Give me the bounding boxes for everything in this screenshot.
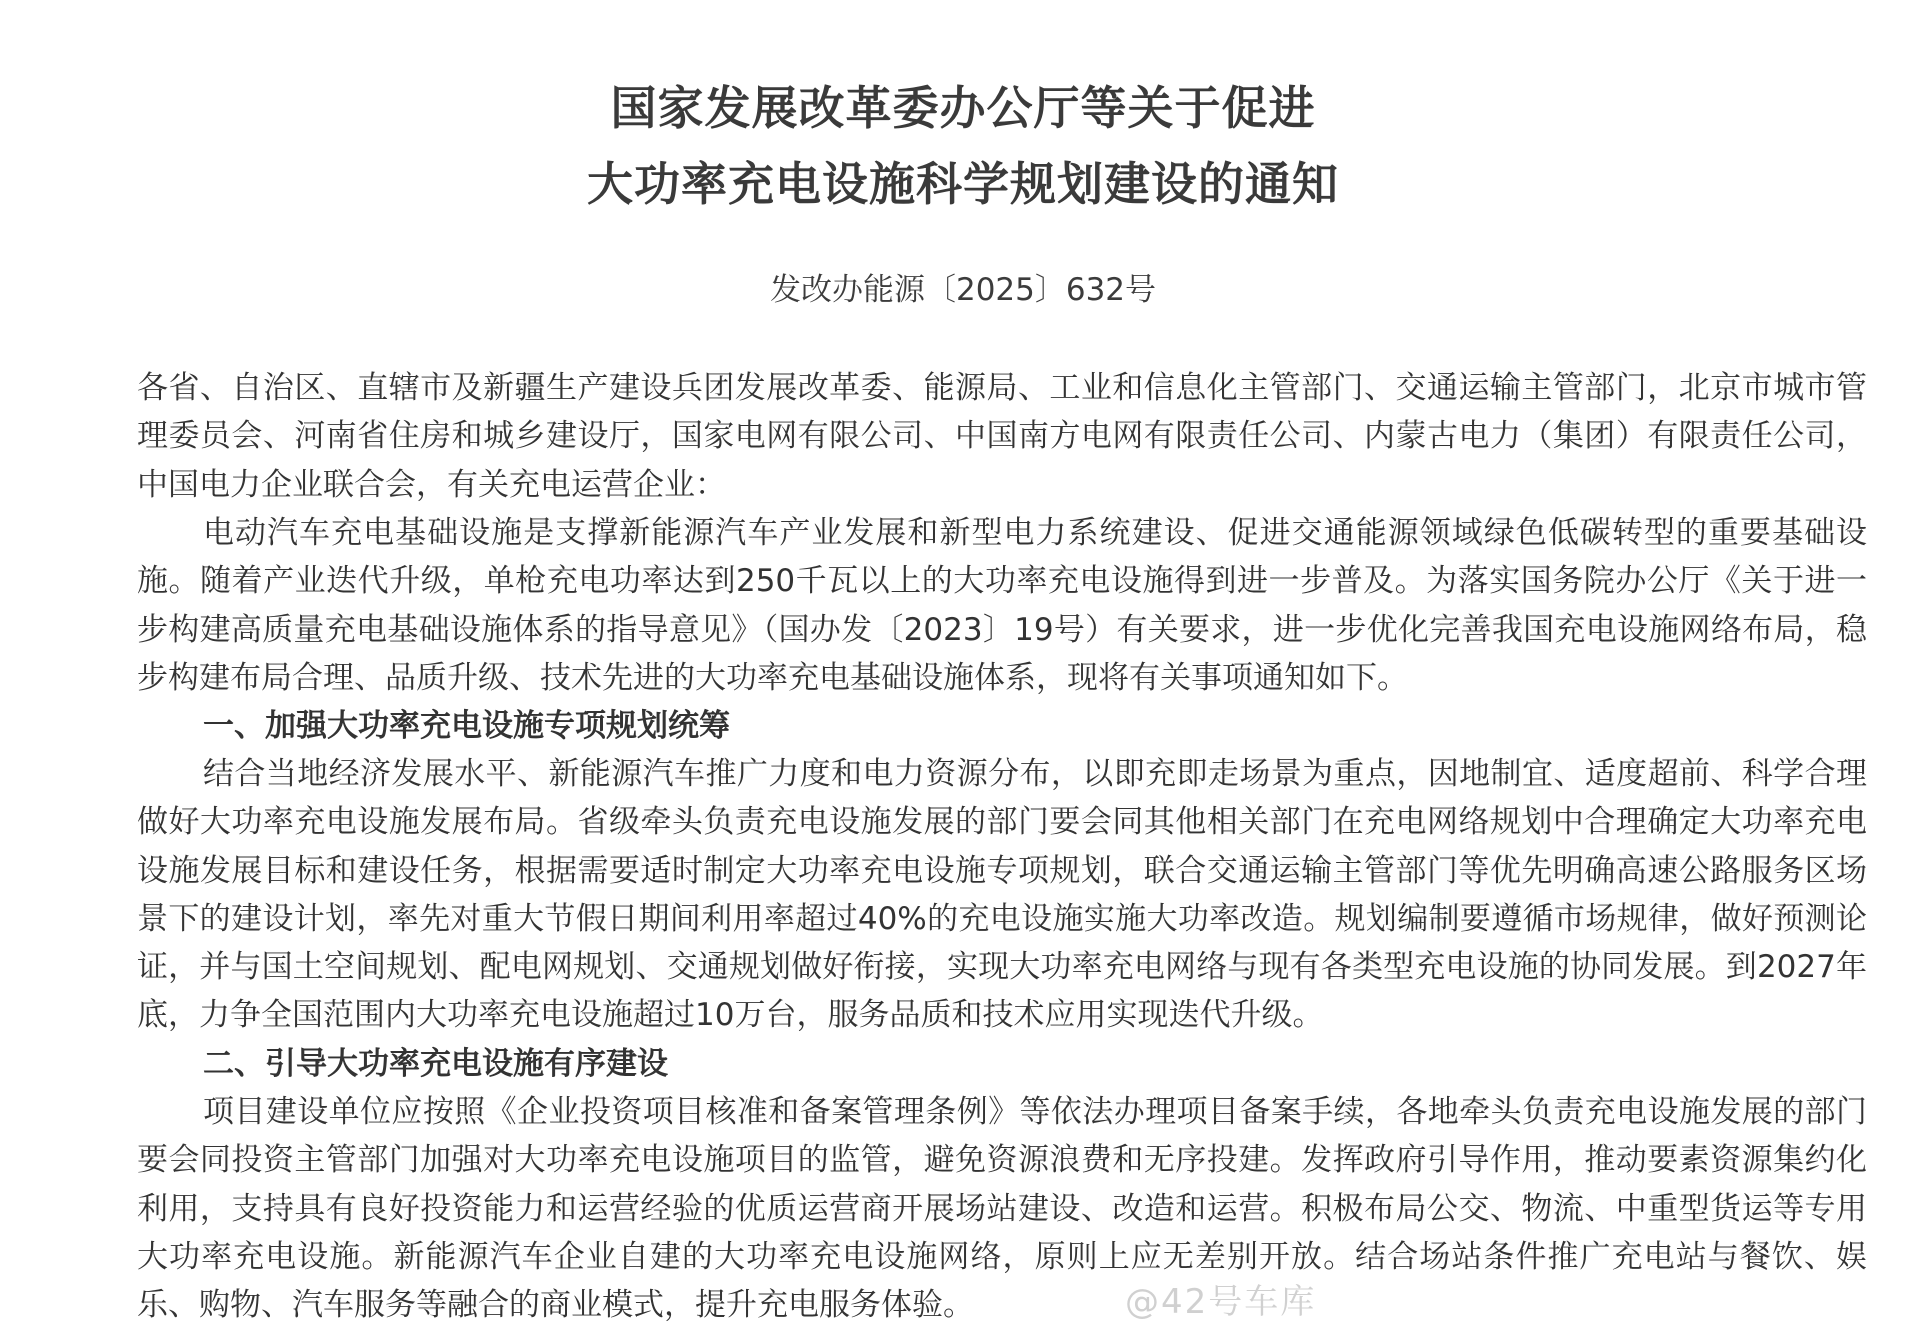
section1-heading: 一、加强大功率充电设施专项规划统筹 — [203, 708, 730, 744]
addressee-paragraph: 各省、自治区、直辖市及新疆生产建设兵团发展改革委、能源局、工业和信息化主管部门、交通运输主管部门，北京市城市管理委员会、河南省住房和城乡建设厅，国家电网有限公司、中国南方电网有限责任公司、内蒙古电力（集团）有限责任公司，中国电力企业联合会，有关充电运营企业： — [137, 370, 1867, 503]
section1-paragraph: 结合当地经济发展水平、新能源汽车推广力度和电力资源分布，以即充即走场景为重点，因地制宜、适度超前、科学合理做好大功率充电设施发展布局。省级牵头负责充电设施发展的部门要会同其他相关部门在充电网络规划中合理确定大功率充电设施发展目标和建设任务，根据需要适时制定大功率充电设施专项规划，联合交通运输主管部门等优先明确高速公路服务区场景下的建设计划，率先对重大节假日期间利用率超过40%的充电设施实施大功率改造。规划编制要遵循市场规律，做好预测论证，并与国土空间规划、配电网规划、交通规划做好衔接，实现大功率充电网络与现有各类型充电设施的协同发展。到2027年底，力争全国范围内大功率充电设施超过10万台，服务品质和技术应用实现迭代升级。 — [137, 756, 1867, 1034]
document-title-line2: 大功率充电设施科学规划建设的通知 — [587, 157, 1339, 211]
section2-paragraph: 项目建设单位应按照《企业投资项目核准和备案管理条例》等依法办理项目备案手续，各地牵头负责充电设施发展的部门要会同投资主管部门加强对大功率充电设施项目的监管，避免资源浪费和无序投建。发挥政府引导作用，推动要素资源集约化利用，支持具有良好投资能力和运营经验的优质运营商开展场站建设、改造和运营。积极布局公交、物流、中重型货运等专用大功率充电设施。新能源汽车企业自建的大功率充电设施网络，原则上应无差别开放。结合场站条件推广充电站与餐饮、娱乐、购物、汽车服务等融合的商业模式，提升充电服务体验。 — [137, 1094, 1867, 1324]
weibo-watermark: @42号车库 — [1125, 1282, 1317, 1322]
document-number: 发改办能源〔2025〕632号 — [769, 272, 1157, 308]
section2-heading: 二、引导大功率充电设施有序建设 — [203, 1046, 668, 1082]
intro-paragraph: 电动汽车充电基础设施是支撑新能源汽车产业发展和新型电力系统建设、促进交通能源领域绿色低碳转型的重要基础设施。随着产业迭代升级，单枪充电功率达到250千瓦以上的大功率充电设施得到进一步普及。为落实国务院办公厅《关于进一步构建高质量充电基础设施体系的指导意见》（国办发〔2023〕19号）有关要求，进一步优化完善我国充电设施网络布局，稳步构建布局合理、品质升级、技术先进的大功率充电基础设施体系，现将有关事项通知如下。 — [137, 515, 1867, 696]
document-title-line1: 国家发展改革委办公厅等关于促进 — [610, 81, 1316, 135]
